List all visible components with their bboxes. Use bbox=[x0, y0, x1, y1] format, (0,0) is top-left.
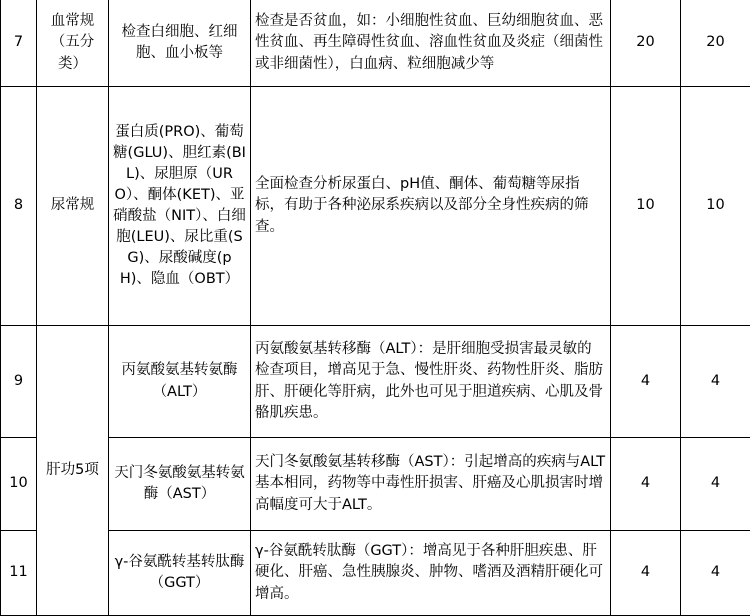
row-number: 8 bbox=[1, 87, 37, 326]
row-item: 检查白细胞、红细胞、血小板等 bbox=[109, 0, 251, 87]
row-price-2: 4 bbox=[681, 326, 750, 438]
row-description: 检查是否贫血，如：小细胞性贫血、巨幼细胞贫血、恶性贫血、再生障碍性贫血、溶血性贫血及炎症（细菌性或非细菌性），白血病、粒细胞减少等 bbox=[251, 0, 611, 87]
table-row bbox=[1, 326, 750, 438]
row-description: 丙氨酸氨基转移酶（ALT）：是肝细胞受损害最灵敏的检查项目，增高见于急、慢性肝炎、药物性肝炎、脂肪肝、肝硬化等肝病，此外也可见于胆道疾病、心肌及骨骼肌疾患。 bbox=[251, 326, 611, 438]
row-price-2: 10 bbox=[681, 87, 750, 326]
table-row bbox=[1, 531, 750, 616]
row-price-2: 4 bbox=[681, 531, 750, 616]
row-group: 尿常规 bbox=[37, 87, 109, 326]
row-price-1: 4 bbox=[611, 326, 681, 438]
row-item: 蛋白质(PRO)、葡萄糖(GLU)、胆红素(BIL)、尿胆原（URO）、酮体(KET)、亚硝酸盐（NIT）、白细胞(LEU)、尿比重(SG)、尿酸碱度(pH)、隐血（OBT） bbox=[109, 87, 251, 326]
row-description: 全面检查分析尿蛋白、pH值、酮体、葡萄糖等尿指标，有助于各种泌尿系疾病以及部分全身性疾病的筛查。 bbox=[251, 87, 611, 326]
row-price-1: 4 bbox=[611, 531, 681, 616]
row-item: 天门冬氨酸氨基转氨酶（AST） bbox=[109, 438, 251, 531]
row-group: 肝功5项 bbox=[37, 326, 109, 616]
row-price-2: 4 bbox=[681, 438, 750, 531]
table-row bbox=[1, 438, 750, 531]
row-price-1: 20 bbox=[611, 0, 681, 87]
row-number: 7 bbox=[1, 0, 37, 87]
row-price-1: 10 bbox=[611, 87, 681, 326]
row-description: γ-谷氨酰转肽酶（GGT）：增高见于各种肝胆疾患、肝硬化、肝癌、急性胰腺炎、肿物、嗜酒及酒精肝硬化可增高。 bbox=[251, 531, 611, 616]
row-item: γ-谷氨酰转基转肽酶（GGT） bbox=[109, 531, 251, 616]
row-number: 11 bbox=[1, 531, 37, 616]
row-number: 9 bbox=[1, 326, 37, 438]
row-description: 天门冬氨酸氨基转移酶（AST）：引起增高的疾病与ALT基本相同，药物等中毒性肝损害、肝癌及心肌损害时增高幅度可大于ALT。 bbox=[251, 438, 611, 531]
row-price-1: 4 bbox=[611, 438, 681, 531]
row-item: 丙氨酸氨基转氨酶（ALT） bbox=[109, 326, 251, 438]
table-row bbox=[1, 0, 750, 87]
table-row bbox=[1, 87, 750, 326]
row-number: 10 bbox=[1, 438, 37, 531]
row-group: 血常规（五分类） bbox=[37, 0, 109, 87]
row-price-2: 20 bbox=[681, 0, 750, 87]
